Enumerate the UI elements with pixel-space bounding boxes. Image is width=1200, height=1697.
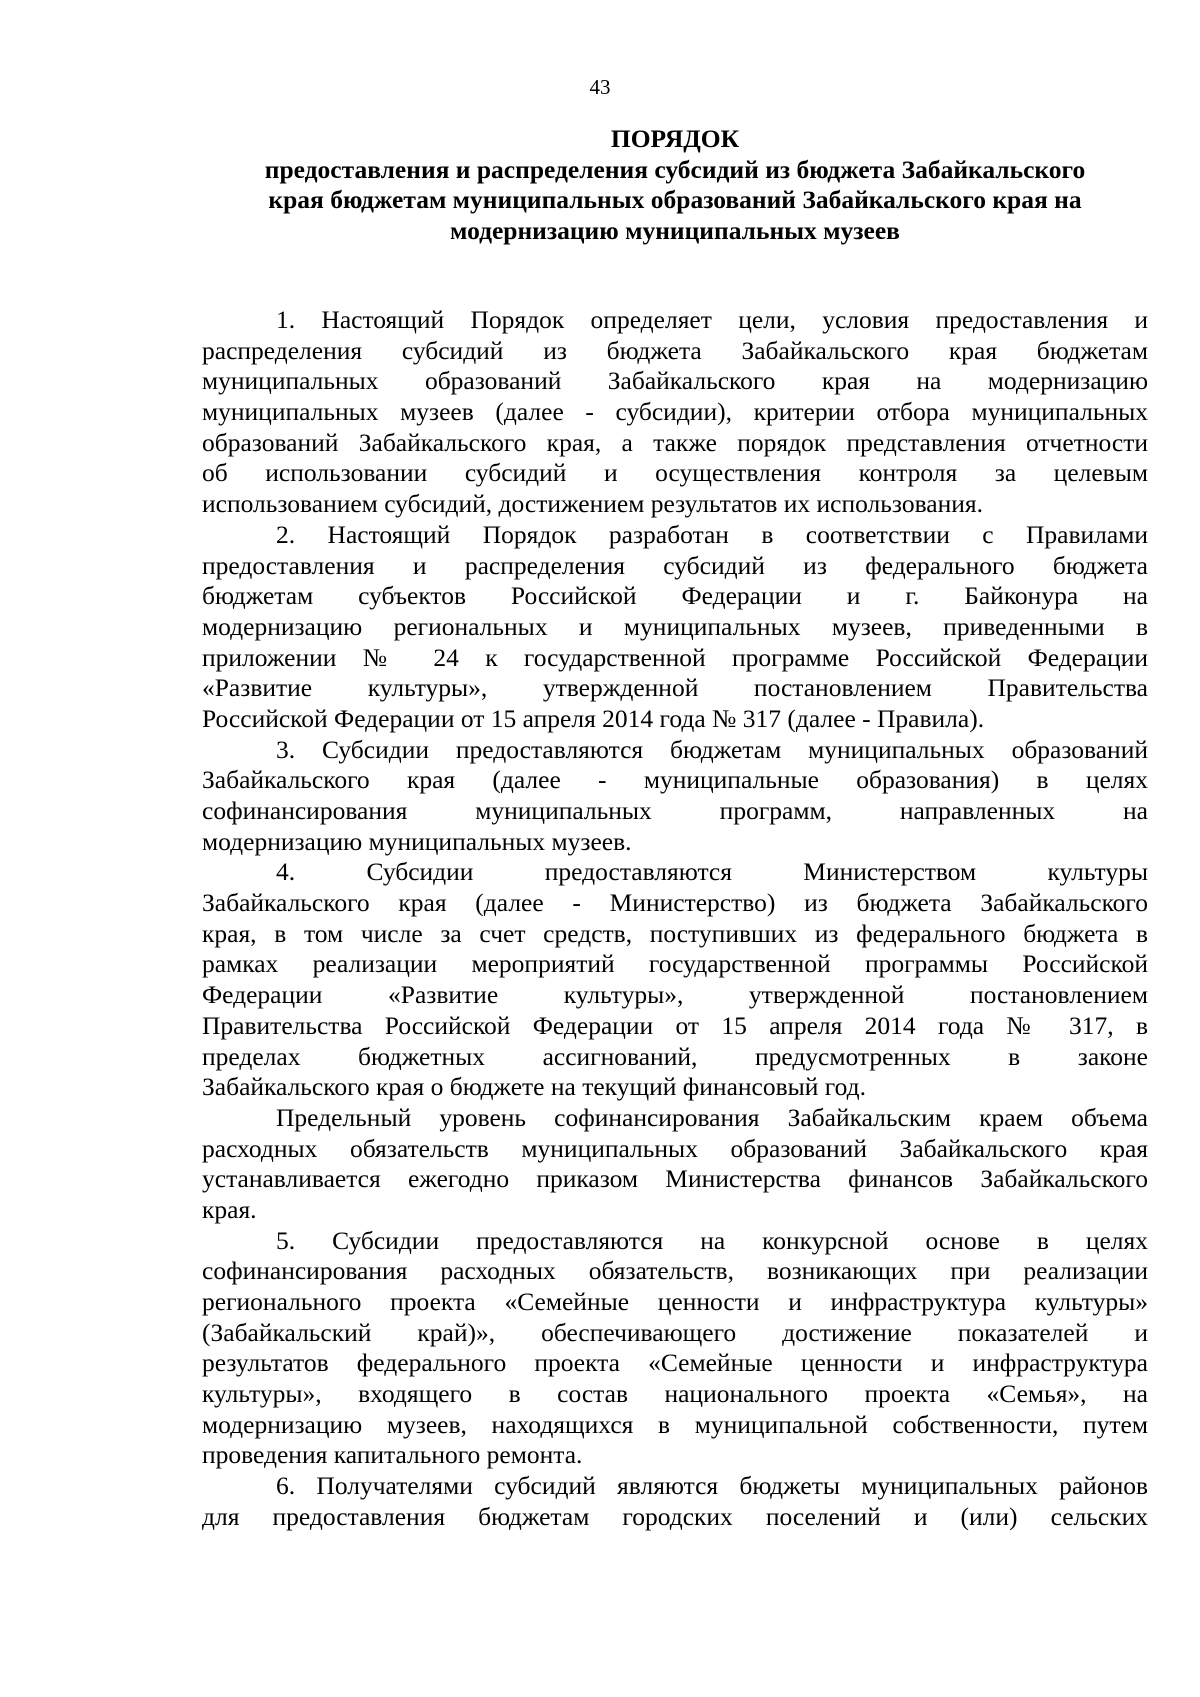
paragraph-line: регионального проекта «Семейные ценности и инфраструктура культуры» bbox=[202, 1287, 1148, 1316]
paragraph-line: бюджетам субъектов Российской Федерации и г. Байконура на bbox=[202, 581, 1148, 611]
title-subtitle-line: края бюджетам муниципальных образований Забайкальского края на bbox=[268, 185, 1082, 214]
paragraph-line: для предоставления бюджетам городских поселений и (или) сельских bbox=[202, 1501, 1148, 1531]
paragraph-line: модернизацию муниципальных музеев. bbox=[202, 826, 632, 856]
paragraph-line: края. bbox=[202, 1194, 257, 1224]
paragraph-line: Правительства Российской Федерации от 15 апреля 2014 года № 317, в bbox=[202, 1010, 1148, 1040]
paragraph bbox=[202, 1226, 1148, 1472]
paragraph-line: 2. Настоящий Порядок разработан в соответствии с Правилами bbox=[276, 519, 1148, 549]
paragraph-line: (Забайкальский край)», обеспечивающего достижение показателей и bbox=[202, 1317, 1148, 1347]
paragraph-line: края, в том числе за счет средств, поступивших из федерального бюджета в bbox=[202, 918, 1148, 948]
paragraph-line: 1. Настоящий Порядок определяет цели, условия предоставления и bbox=[276, 305, 1148, 334]
title-subtitle-line: предоставления и распределения субсидий из бюджета Забайкальского bbox=[264, 154, 1086, 184]
paragraph-line: Забайкальского края (далее - муниципальные образования) в целях bbox=[202, 765, 1148, 795]
paragraph-line: Предельный уровень софинансирования Забайкальским краем объема bbox=[276, 1102, 1148, 1132]
paragraph bbox=[202, 305, 1148, 520]
paragraph bbox=[202, 1471, 1148, 1532]
paragraph-line: образований Забайкальского края, а также порядок представления отчетности bbox=[202, 427, 1148, 457]
paragraph-line: устанавливается ежегодно приказом Министерства финансов Забайкальского bbox=[202, 1164, 1148, 1194]
paragraph-line: 4. Субсидии предоставляются Министерством культуры bbox=[276, 857, 1148, 887]
paragraph-line: проведения капитального ремонта. bbox=[202, 1440, 583, 1470]
paragraph bbox=[202, 735, 1148, 858]
title-subtitle-line: модернизацию муниципальных музеев bbox=[450, 215, 900, 245]
paragraph-line: расходных обязательств муниципальных образований Забайкальского края bbox=[202, 1133, 1148, 1163]
page-number: 43 bbox=[589, 75, 611, 99]
paragraph-line: предоставления и распределения субсидий из федерального бюджета bbox=[202, 550, 1148, 580]
paragraph-line: Забайкальского края о бюджете на текущий финансовый год. bbox=[202, 1072, 866, 1102]
paragraph bbox=[202, 857, 1148, 1103]
title-heading: ПОРЯДОК bbox=[610, 124, 740, 153]
paragraph-line: модернизацию музеев, находящихся в муниципальной собственности, путем bbox=[202, 1409, 1148, 1439]
paragraph-line: Федерации «Развитие культуры», утвержденной постановлением bbox=[202, 980, 1148, 1010]
paragraph-line: 5. Субсидии предоставляются на конкурсной основе в целях bbox=[276, 1225, 1148, 1255]
paragraph bbox=[202, 520, 1148, 735]
paragraph-line: муниципальных образований Забайкальского края на модернизацию bbox=[202, 366, 1148, 396]
paragraph-line: пределах бюджетных ассигнований, предусмотренных в законе bbox=[202, 1041, 1148, 1071]
paragraph-line: «Развитие культуры», утвержденной постановлением Правительства bbox=[202, 673, 1148, 703]
paragraph-line: Забайкальского края (далее - Министерство) из бюджета Забайкальского bbox=[202, 888, 1148, 918]
paragraph-line: рамках реализации мероприятий государственной программы Российской bbox=[202, 949, 1148, 979]
paragraph-line: 6. Получателями субсидий являются бюджеты муниципальных районов bbox=[276, 1471, 1148, 1501]
document-body bbox=[202, 305, 1148, 1533]
paragraph-line: софинансирования расходных обязательств, возникающих при реализации bbox=[202, 1256, 1148, 1286]
paragraph-line: использованием субсидий, достижением результатов их использования. bbox=[202, 489, 983, 519]
paragraph-line: софинансирования муниципальных программ, направленных на bbox=[202, 796, 1148, 825]
paragraph-line: Российской Федерации от 15 апреля 2014 года № 317 (далее - Правила). bbox=[202, 703, 985, 733]
paragraph bbox=[202, 1103, 1148, 1226]
paragraph-line: муниципальных музеев (далее - субсидии), критерии отбора муниципальных bbox=[202, 397, 1148, 427]
paragraph-line: культуры», входящего в состав национального проекта «Семья», на bbox=[202, 1379, 1148, 1409]
paragraph-line: распределения субсидий из бюджета Забайкальского края бюджетам bbox=[202, 335, 1148, 365]
paragraph-line: результатов федерального проекта «Семейные ценности и инфраструктура bbox=[202, 1348, 1148, 1378]
paragraph-line: об использовании субсидий и осуществления контроля за целевым bbox=[202, 458, 1148, 488]
paragraph-line: 3. Субсидии предоставляются бюджетам муниципальных образований bbox=[276, 734, 1148, 764]
paragraph-line: модернизацию региональных и муниципальных музеев, приведенными в bbox=[202, 611, 1148, 641]
document-title bbox=[200, 124, 1150, 246]
paragraph-line: приложении № 24 к государственной программе Российской Федерации bbox=[202, 642, 1148, 672]
